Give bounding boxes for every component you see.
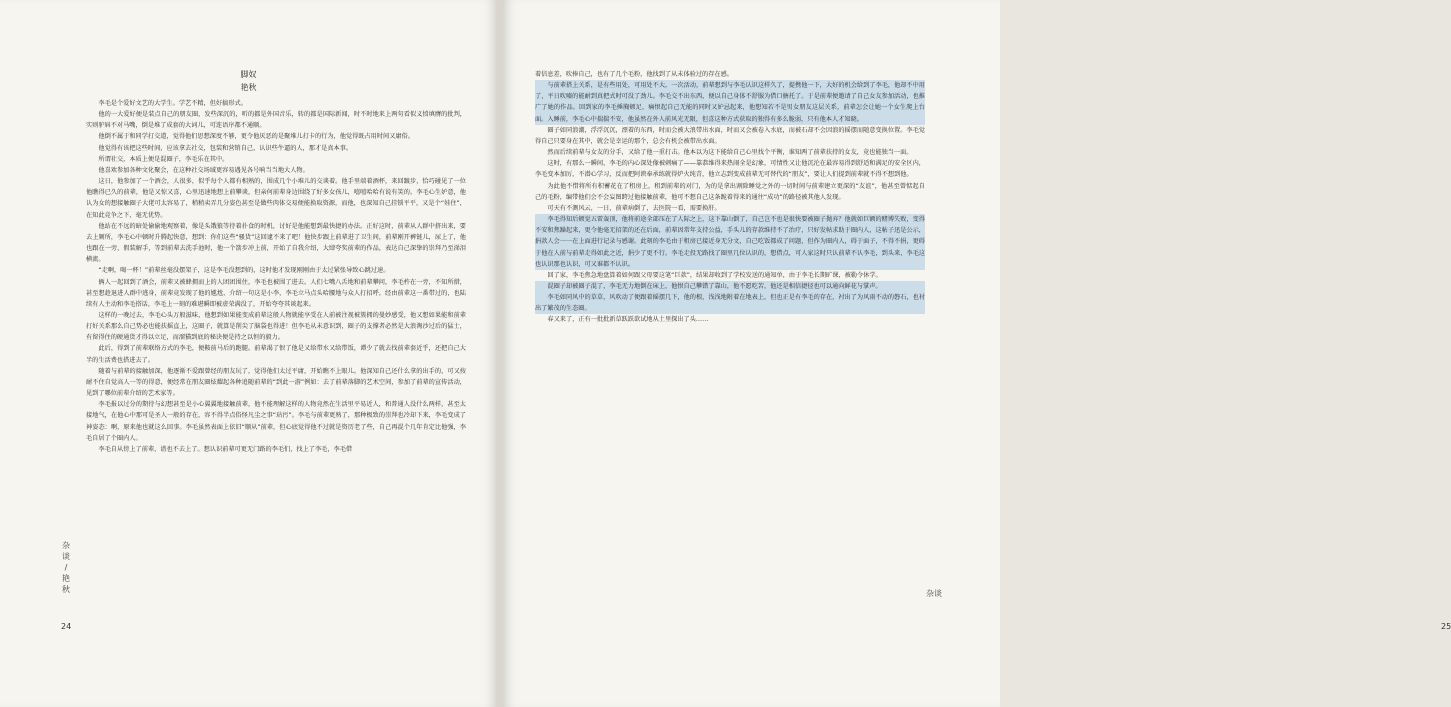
paragraph: 此后，得到了前辈联络方式的李毛，便鞍前马后的跑腿。前辈渴了恨了他是又给带水又给带饭，谭少了就去找前辈套近乎，还把自己大半的生活费也搭进去了。	[86, 345, 466, 364]
paragraph: 混圈子却被圈子混了，李毛无力地倒在床上，他恨自己攀错了靠山，他不愿吃苦，他还是相信捷径也可以通向鲜花与掌声。	[535, 281, 925, 292]
paragraph: 春又来了，正有一批批新草跃跃欲试地从土里探出了头……	[547, 316, 709, 324]
paragraph: 李毛报以过分的期待与幻想甚至是小心翼翼地接触前辈，他不能理解这样的人物竟然在生活里平易近人，和普通人没什么两样，甚至太接地气，在他心中那可是圣人一般的存在，容不得半点俗怪凡尘之事“玷污”。李毛与前辈更熟了，那种极致的崇拜也冷却下来，李毛变成了神姿态：啊，原来他也就这么回事。李毛虽然表面上依旧“顺从”前辈，但心底觉得他不过就是资历老了些，自己再混个几年肯定比他强，李毛自居了个圈内人。	[86, 401, 466, 442]
left-body-text	[86, 98, 466, 455]
section-signature: 杂谈	[926, 589, 942, 598]
paragraph: 李毛自从傍上了前辈，谱也不去上了。想认识前辈可更无门路的李毛们，找上了李毛，李毛借	[98, 445, 353, 453]
paragraph: 李毛得知后顿觉五雷轰顶，他将前途全部压在了人际之上，这下靠山倒了，自己岂不也是很快要被圈子抛弃？他就如巨额的赌博失败，变得不安和焦躁起来，更令他毫无招架的还在后面，前辈因常年支持公益，手头儿的存款维持不了治疗，只好发帖求助于圈内人，这帖子迅是公示，捐款人会一一在上面进行记录与感谢。此刻的李毛由于租房已接近身无分文，自己吃饭都成了问题，但作为圈内人，碍于面子，不得不捐，更碍于他在人前与前辈走得如此之近，捐少了更不行。李毛走投无路找了圈里几位认识的，想借点，可人家这时只认前辈不认李毛，到头来，李毛这也认识那也认识，可又谁都不认识。	[535, 214, 925, 270]
paragraph: 李毛是个爱好文艺的大学生。学艺不精，但好搞形式。	[98, 100, 247, 107]
paragraph: 李毛如同风中的草草，风吹动了便跟着摇摆几下，他的根，浅浅地附着在地表上，但也正是有李毛的存在，衬出了为风雨不动的磐石，也衬出了繁茂的生态圈。	[535, 292, 925, 314]
side-label-char: 秋	[62, 585, 70, 594]
paragraph: 他觉得有该把这些时间，应该拿去社交，包装和营销自己，认识些牛逼的人，那才是真本事。	[98, 144, 353, 152]
left-page	[0, 0, 497, 707]
paragraph: 他喜欢参加各种文化聚会，在这种社交场域更容易遇见各号响当当地大人物。	[98, 166, 309, 174]
paragraph: 可天有不测风云，一日，前辈病倒了，去医院一看，需要换肝。	[547, 204, 721, 212]
side-label-char: /	[64, 563, 68, 572]
paragraph: 然而后续前辈与女友的分手，又给了他一重打击。他本以为这下能给自己心里找个平衡，谁知两了前辈扶持的女友，竟也能独当一面。	[547, 149, 913, 157]
side-label-char: 艳	[62, 574, 70, 583]
paragraph: 这样的一晚过去，李毛心头万般滋味，他想到如果能变成前辈这般人物就能享受在人前被注视被簇拥的曼妙感受，他又想如果能和前辈打好关系那么自己势必也能扶摇直上，这圈子，就算是削尖了脑袋也得进！但李毛从未意识到，圈子的支撑者必然是大浪淘沙过后的猛士，有留得住的硬通货才得以立足，而溜猫到底的秘诀便是持之以恒的毅力。	[86, 311, 466, 342]
paragraph: 所谓社交，本质上便是混圈子，李毛乐在其中。	[98, 155, 229, 163]
article-title: 脚奴	[240, 70, 257, 79]
article-author: 艳秋	[240, 83, 257, 92]
paragraph: 俩人一起回到了酒会，前辈又被蜂拥而上的人团团围住，李毛也被围了进去。人们七嘴八舌地和前辈攀问，李毛杵在一旁，不知所措，甚至想趁退进人群中逃身，前辈竟发现了他的尴尬，介绍一句这是小李，李毛立马点头哈腰地与众人打招呼，经由前辈这一番带过的，也陆续有人主动和李毛搭话，李毛上一刻的难堪瞬即被虚荣满没了，开始夸夸其谈起来。	[86, 278, 466, 308]
paragraph: 他站在不远的暗处偷偷地观察着，像是头饿狼等待着扑食的时机，讨好是他能想到最快捷的办法。正好这时，前辈从人群中挤出来，要去上厕所，李毛心中顿时升腾起快意，想到：你们这些“骚货”这回逮不来了吧！他快步跟上前辈进了卫生间，前辈刚开裤链儿，尿上了，他也跟在一旁，假装解手，等到前辈去洗手池时，他一个箭步冲上前，开始了自我介绍，大肆夸奖前辈的作品，表达自己深挚的崇拜乃至涕泪横流。	[86, 222, 466, 264]
article-header	[0, 68, 497, 94]
paragraph-continued: 着信息差，吹捧自己，也有了几个毛粉，他找到了从未体验过的存在感。	[535, 71, 733, 78]
paragraph: 他倒不属于和同学打交道，觉得他们思想深度不够，更令他厌恶的是聚堆儿打卡的行为，他觉得既占用时间又庸俗。	[98, 133, 414, 141]
paragraph: 他的一大爱好便是装点自己的朋友圈，发些深沉的，听的都是外国音乐，转的都是国际新闻，时不时地来上两句看似义愤填膺的批判，实则驴唇不对马嘴，倒是堆了成套的大词儿，可连语序都不通顺。	[86, 111, 466, 130]
paragraph: “走啊，喝一杯！”前辈丝毫没摆架子，这是李毛没想到的，这时他才发现刚刚由于太过紧张导致心跳过速。	[98, 267, 390, 275]
paragraph: 这时，有那么一瞬间，李毛的内心深处像被刺痛了——靠恭维得来热闹全是幻象，可情性又让他沉沦在最容易得到舒适和满足的安全区内，李毛变本加厉，不潜心学习，反而把阿谀奉承练就得炉火纯青，他立志到变成前辈无可替代的“朋友”，要让人们提到前辈就不得不想到他。	[535, 160, 925, 179]
paragraph: 为此他不惜将所有积蓄花在了租房上，租到前辈的对门，为的是拿出割除睡觉之外的一切时间与前辈建立更深的“友谊”，他甚至曾惦起自己的毛粉，编带他们会不会妄图跨过他接触前辈，他可不想自己这条跪着得来的通往“成功”的路径被其他人发现。	[535, 182, 925, 201]
paragraph: 随着与前辈的接触加深，他逐渐不爱跟曾经的朋友玩了，觉得他们太过平庸，开始瞧不上眼儿。他深知自己还什么拿的出手的，可又按耐不住自觉高人一等的得意，便经常在朋友圈炫耀起各种追随前辈的“到此一游”例如：去了前辈落脚的艺术空间，参加了前辈的宣传活动，见到了哪位前辈介绍的艺术家等。	[86, 367, 466, 398]
paragraph: 圈子如同浪潮，浮浮沉沉，漂着的东西，时而会被大浪带出水面，时而又会被卷入水底，而被石却不会因浪的摇摆而随意变换位置。李毛觉得自己只要身在其中，就会是幸运的那个，总会有机会被带出水面。	[535, 126, 925, 145]
side-label-char: 谈	[62, 552, 70, 561]
side-label-char: 杂	[62, 541, 70, 550]
page-number-right: 25	[1441, 622, 1451, 631]
page-number-left: 24	[61, 622, 72, 631]
paragraph: 这日，他参加了一个酒会，人很多，似乎每个人都有相熟的，围成几个小堆儿的交谈着。他手里端着酒杯，来回踱步，恰巧碰见了一位他瞧得已久的前辈，他是又惊又喜，心里迅速地想上前攀谈，但亲何前辈身边围绕了好多女孩儿，嘻嘻哈哈有说有笑的。李毛心生妒意，他认为女的想接触圈子大佬可太容易了，稍稍卖弄几分姿色甚至是做些肉体交易便能换取资源，而他，也深知自己挂锁平平，又是个“娃住”，在知此竞争之下，毫无优势。	[86, 178, 466, 219]
right-body-text	[535, 69, 925, 326]
paragraph: 回了家，李毛焦急地盘算着如何跟父母要这笔“巨款”，结果却收到了学校发送的通知单，由于李毛长期旷课，被勒令休学。	[547, 271, 882, 279]
section-side-label	[60, 540, 72, 595]
paragraph: 与前辈搭上关系，是有些用处，可用处不大。一次活动，前辈想到与李毛认识这样久了，提携他一下，大好的机会给到了李毛，他却不中用了，平日吹嘘的能耐到真把式时可没了劲儿。李毛交不出东西，便以自己身体不舒服为借口搪托了。于是前辈便邀请了自己女友参加活动，也推广了她的作品。回到家的李毛捶胸顿足，痛恨起自己无能的同时又妒忌起来，他想知若不是男女朋友这层关系，前辈怎会让她一个女生爬上台面。入睡前，李毛心中揣揣不安，他虽然在外人前风光无限，但喜这种方式获取的独得有多么脆弱，只有他本人才知晓。	[535, 80, 925, 125]
